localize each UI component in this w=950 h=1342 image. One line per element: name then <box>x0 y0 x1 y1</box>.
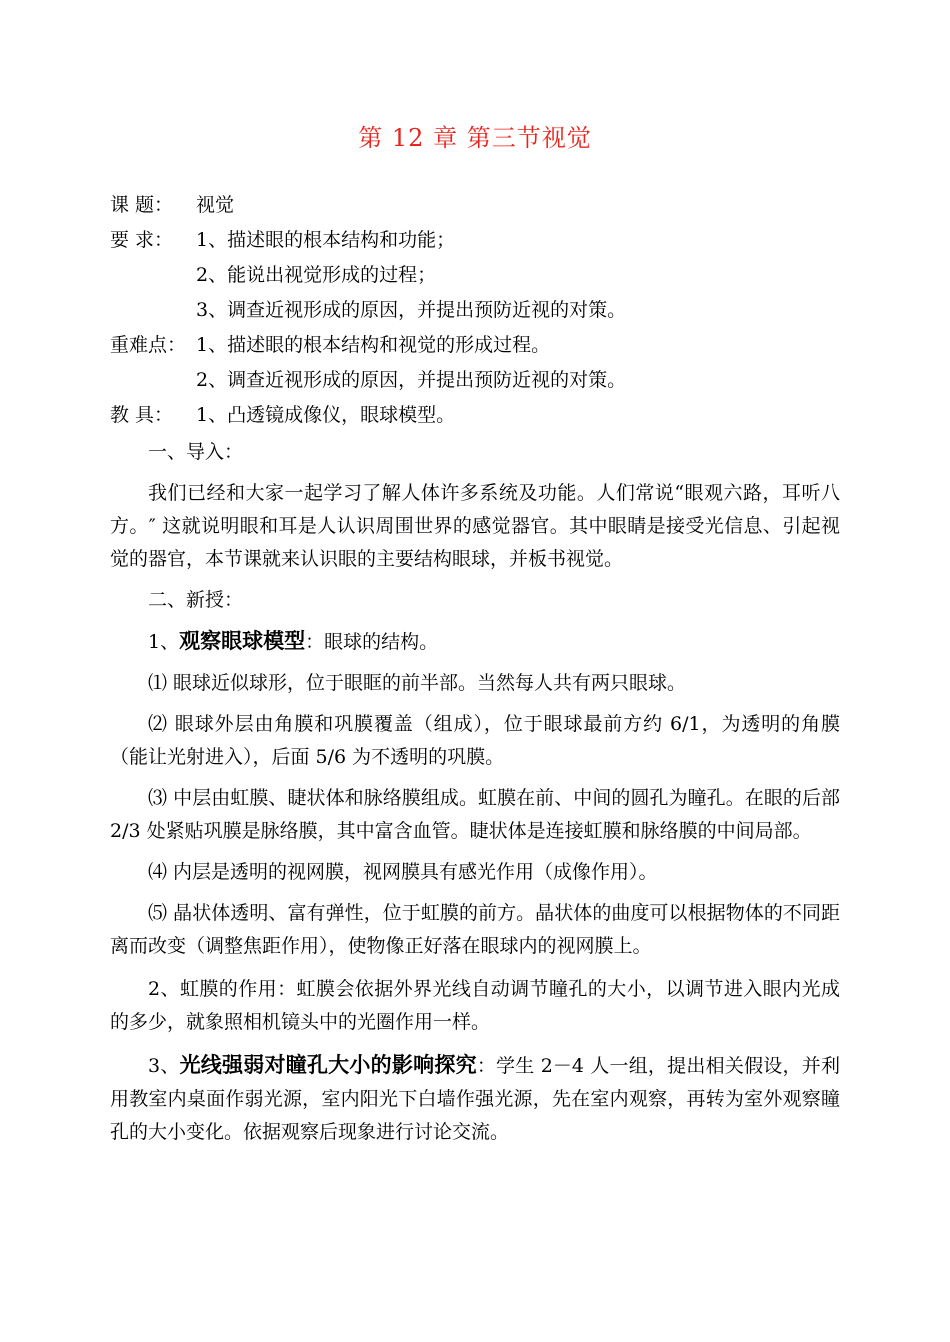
structure-item: ⑵ 眼球外层由角膜和巩膜覆盖（组成），位于眼球最前方约 6/1，为透明的角膜（能让光射进入），后面 5/6 为不透明的巩膜。 <box>110 713 840 768</box>
structure-item: ⑸ 晶状体透明、富有弹性，位于虹膜的前方。晶状体的曲度可以根据物体的不同距离而改变（调整焦距作用），使物像正好落在眼球内的视网膜上。 <box>110 902 840 957</box>
intro-heading: 一、导入： <box>148 441 244 463</box>
topic-label: 课 题： <box>110 194 174 216</box>
section-2-paragraph: 2、虹膜的作用：虹膜会依据外界光线自动调节瞳孔的大小，以调节进入眼内光成的多少，就象照相机镜头中的光圈作用一样。 <box>110 978 840 1033</box>
requirement-item: 1、描述眼的根本结构和功能； <box>196 229 456 251</box>
intro-paragraph: 我们已经和大家一起学习了解人体许多系统及功能。人们常说“眼观六路，耳听八方。″ 这就说明眼和耳是人认识周围世界的感觉器官。其中眼睛是接受光信息、引起视觉的器官，本节课就来认识眼的主要结构眼球，并板书视觉。 <box>110 482 840 570</box>
section-3-number: 3、 <box>148 1055 180 1077</box>
section-1-heading <box>110 625 840 659</box>
section-3-paragraph <box>110 1049 840 1149</box>
key-points-label: 重难点： <box>110 334 187 356</box>
section-1-bold: 观察眼球模型 <box>179 629 306 653</box>
structure-item: ⑴ 眼球近似球形，位于眼眶的前半部。当然每人共有两只眼球。 <box>148 672 687 694</box>
tools-value: 1、凸透镜成像仪，眼球模型。 <box>196 404 456 426</box>
topic-row <box>110 188 850 223</box>
section-1-rest: ：眼球的结构。 <box>305 631 439 653</box>
key-point-item: 2、调查近视形成的原因，并提出预防近视的对策。 <box>196 369 627 391</box>
section-1-number: 1、 <box>148 631 180 653</box>
key-points-row <box>110 328 850 363</box>
tools-row <box>110 398 850 433</box>
tools-label: 教 具： <box>110 404 174 426</box>
section-3-bold: 光线强弱对瞳孔大小的影响探究 <box>179 1053 477 1077</box>
section-3-rest: ：学生 2－4 人一组，提出相关假设，并利用教室内桌面作弱光源，室内阳光下白墙作强光源，先在室内观察，再转为室外观察瞳孔的大小变化。依据观察后现象进行讨论交流。 <box>110 1055 841 1143</box>
structure-item: ⑶ 中层由虹膜、睫状体和脉络膜组成。虹膜在前、中间的圆孔为瞳孔。在眼的后部 2/3 处紧贴巩膜是脉络膜，其中富含血管。睫状体是连接虹膜和脉络膜的中间局部。 <box>110 787 840 842</box>
structure-item: ⑷ 内层是透明的视网膜，视网膜具有感光作用（成像作用）。 <box>148 861 658 883</box>
requirement-item: 2、能说出视觉形成的过程； <box>196 264 437 286</box>
lesson-meta <box>110 188 850 433</box>
new-lesson-heading: 二、新授： <box>148 589 244 611</box>
lesson-body <box>110 441 841 1149</box>
requirement-row <box>110 223 850 258</box>
page-title: 第 12 章 第三节视觉 <box>358 124 592 152</box>
requirement-label: 要 求： <box>110 229 174 251</box>
key-point-item: 1、描述眼的根本结构和视觉的形成过程。 <box>196 334 551 356</box>
topic-value: 视觉 <box>196 194 235 216</box>
requirement-item: 3、调查近视形成的原因，并提出预防近视的对策。 <box>196 299 627 321</box>
